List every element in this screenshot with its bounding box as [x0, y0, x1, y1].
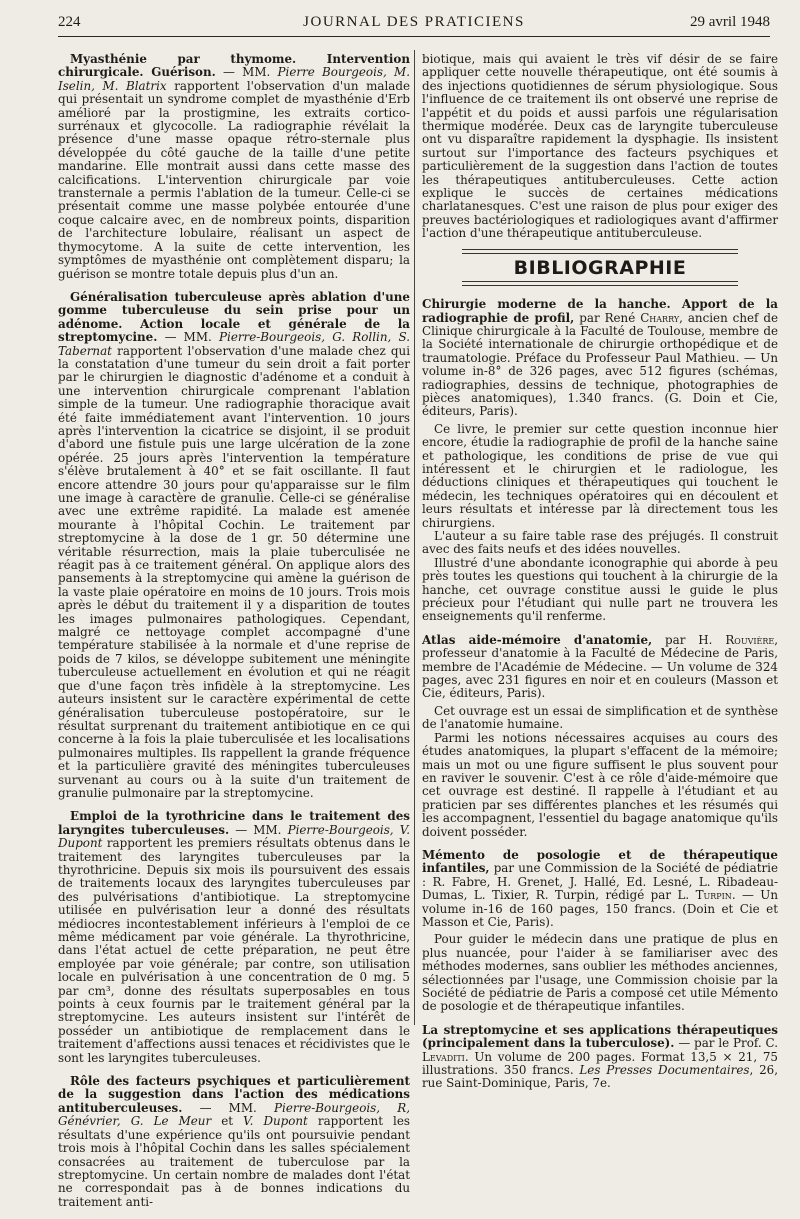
- book-author: Charry: [640, 310, 680, 325]
- article-text: rapportent l'observation d'une malade chez qui la constatation d'une tumeur du sein droit a fait porter par le chirurgien le diagnostic d'adénome et a conduit à une intervention chirurgicale comprenant l'ablation simple de la tumeur. Une radiographie thoracique avait été faite immédiatement avant l'intervention. 10 jours après l'intervention la cicatrice se disjoint, il se produit d'abord une fistule puis une large ulcération de la zone opérée. 25 jours après l'intervention la température s'élève brutalement à 40° et se fait oscillante. Il faut encore attendre 30 jours pour qu'apparaisse sur le film une image à caractère de granulie. Celle-ci se généralise avec une extrême rapidité. La malade est amenée mourante à l'hôpital Cochin. Le traitement par streptomycine à la dose de 1 gr. 50 détermine une véritable résurrection, mais la plaie tuberculisée ne réagit pas à ce traitement général. On applique alors des pansements à la streptomycine qui amène la guérison de la vaste plaie opératoire en moins de 10 jours. Trois mois après le début du traitement il y a disparition de toutes les images pulmonaires pathologiques. Cependant, malgré ce nettoyage complet accompagné d'une température stabilisée à la normale et d'une reprise de poids de 7 kilos, se développe subitement une méningite tuberculeuse actuellement en évolution et qui ne réagit que d'une façon très infidèle à la streptomycine. Les auteurs insistent sur le caractère expérimental de cette généralisation tuberculeuse postopératoire, sur le résultat surprenant du traitement antibiotique en ce qui concerne à la fois la plaie tuberculisée et les localisations pulmonaires multiples. Ils rappellent la grande fréquence et la particulière gravité des méningites tuberculeuses survenant au cours ou à la suite d'un traitement de granulie pulmonaire par la streptomycine.: [58, 343, 410, 800]
- bibliographie-heading: BIBLIOGRAPHIE: [513, 256, 687, 279]
- article-title: Emploi de la tyrothricine dans le traitement des laryngites tuberculeuses.: [58, 809, 410, 837]
- article-tyrothricine: Emploi de la tyrothricine dans le traitement des laryngites tuberculeuses. — MM. Pierre-Bourgeois, V. Dupont rapportent les premiers résultats obtenus dans le traitement des laryngites tuberculeuses par la thyrothricine. Depuis six mois ils poursuivent des essais de traitements locaux des laryngites tuberculeuses par des pulvérisations d'antibiotique. La streptomycine utilisée en pulvérisation leur a donné des résultats médiocres incontestablement inférieurs à l'emploi de ce même médicament par voie générale. La thyrothricine, dans l'état actuel de cette préparation, ne peut être employée par voie générale; par contre, son utilisation locale en pulvérisation à une concentration de 0 mg. 5 par cm³, donne des résultats superposables en tous points à ceux fournis par le traitement général par la streptomycine. Les auteurs insistent sur l'intérêt de posséder un antibiotique de remplacement dans le traitement d'affections aussi tenaces et récidivistes que le sont les laryngites tuberculeuses.: [58, 809, 410, 1065]
- article-facteurs-psychiques: Rôle des facteurs psychiques et particulièrement de la suggestion dans l'action des médications antituberculeuses. — MM. Pierre-Bourgeois, R, Génévrier, G. Le Meur et V. Dupont rapportent les résultats d'une expérience qu'ils ont poursuivie pendant trois mois à l'hôpital Cochin dans les salles spécialement consacrées au traitement de tuberculose par la streptomycine. Un certain nombre de malades dont l'état ne correspondait pas à de bonnes indications du traitement anti-: [58, 1074, 410, 1209]
- book-author: Rouvière: [725, 632, 775, 647]
- book-info: par une Commission de la Société de pédiatrie : R. Fabre, H. Grenet, J. Hallé, Ed. Lesné, L. Ribadeau-Dumas, L. Tixier, R. Turpin, rédigé par L.: [422, 861, 778, 903]
- book-title: Atlas aide-mémoire d'anatomie,: [422, 632, 653, 647]
- article-text: rapportent l'observation d'un malade qui présentait un syndrome complet de myasthénie d'Erb amélioré par la prostigmine, les extraits cortico-surrénaux et glycocolle. La radiographie révélait la présence d'une masse opaque rétro-sternale plus développée du côté gauche de la taille d'une petite mandarine. Elle montrait aussi dans cette masse des calcifications. L'intervention chirurgicale par voie transternale a permis l'ablation de la tumeur. Celle-ci se présentait comme une masse polybée entourée d'une coque calcaire avec, en de nombreux points, disparition de l'architecture lobulaire, réalisant un aspect de thymocytome. A la suite de cette intervention, les symptômes de myasthénie ont complètement disparu; la guérison se montre totale depuis plus d'un an.: [58, 78, 410, 281]
- book-review-atlas-anatomie: Atlas aide-mémoire d'anatomie, par H. Rouvière, professeur d'anatomie à la Faculté de Médecine de Paris, membre de l'Académie de Médecine. — Un volume de 324 pages, avec 231 figures en noir et en couleurs (Masson et Cie, éditeurs, Paris). Cet ouvrage est un essai de simplification et de synthèse de l'anatomie humaine. Parmi les notions nécessaires acquises au cours des études anatomiques, la plupart s'effacent de la mémoire; mais un mot ou une figure suffisent le plus souvent pour en raviver le souvenir. C'est à ce rôle d'aide-mémoire que cet ouvrage est destiné. Il rappelle à l'étudiant et au praticien par ses différentes planches et les résumés qui les accompagnent, l'essentiel du bagage anatomique qu'ils doivent posséder.: [422, 632, 779, 839]
- article-authors: Pierre-Bourgeois, R, Génévrier, G. Le Meur: [58, 1100, 410, 1129]
- article-authors-2: V. Dupont: [243, 1114, 308, 1129]
- running-header: [58, 14, 770, 37]
- book-review-streptomycine: La streptomycine et ses applications thérapeutiques (principalement dans la tuberculose). — par le Prof. C. Levaditi. Un volume de 200 pages. Format 13,5 × 21, 75 illustrations. 350 francs. Les Presses Documentaires, 26, rue Saint-Dominique, Paris, 7e.: [422, 1022, 778, 1091]
- issue-date: 29 avril 1948: [690, 14, 770, 30]
- article-authors: Pierre-Bourgeois, V. Dupont: [58, 822, 410, 851]
- review-paragraph: Pour guider le médecin dans une pratique de plus en plus nuancée, pour l'aider à se familiariser avec des méthodes modernes, sans oublier les méthodes anciennes, sélectionnées par l'usage, une Commission choisie par la Société de pédiatrie de Paris a composé cet utile Mémento de posologie et de thérapeutique infantiles.: [422, 932, 778, 1014]
- journal-title: JOURNAL DES PRATICIENS: [303, 14, 525, 30]
- book-info-2: , 26, rue Saint-Dominique, Paris, 7e.: [422, 1063, 778, 1091]
- article-authors: Pierre Bourgeois, M. Iselin, M. Blatrix: [58, 65, 410, 93]
- section-rule-bottom: [462, 281, 738, 286]
- section-rule-top: [462, 249, 738, 254]
- book-info: , ancien chef de Clinique chirurgicale à la Faculté de Toulouse, membre de la Société internationale de chirurgie orthopédique et de traumatologie. Préface du Professeur Paul Mathieu. — Un volume in-8° de 326 pages, avec 512 figures (schémas, radiographies, dessins de technique, photographies de pièces anatomiques), 1.340 francs. (G. Doin et Cie, éditeurs, Paris).: [422, 310, 778, 419]
- book-info: , professeur d'anatomie à la Faculté de Médecine de Paris, membre de l'Académie de Médecine. — Un volume de 324 pages, avec 231 figures en noir et en couleurs (Masson et Cie, éditeurs, Paris).: [422, 632, 779, 701]
- book-title: Mémento de posologie et de thérapeutique infantiles,: [422, 847, 778, 876]
- article-text: rapportent les résultats d'une expérience qu'ils ont poursuivie pendant trois mois à l'hôpital Cochin dans les salles spécialement consacrées au traitement de tuberculose par la streptomycine. Un certain nombre de malades dont l'état ne correspondait pas à de bonnes indications du traitement anti-: [58, 1114, 410, 1209]
- article-authors: Pierre-Bourgeois, G. Rollin, S. Tabernat: [58, 330, 410, 358]
- book-info-2: . — Un volume in-16 de 160 pages, 150 francs. (Doin et Cie et Masson et Cie, Paris).: [422, 888, 778, 929]
- article-title: Myasthénie par thymome. Intervention chirurgicale. Guérison.: [58, 52, 410, 80]
- review-paragraph: Cet ouvrage est un essai de simplification et de synthèse de l'anatomie humaine.: [422, 703, 778, 732]
- column-divider: [414, 50, 415, 1025]
- review-paragraph: L'auteur a su faire table rase des préjugés. Il construit avec des faits neufs et des idées nouvelles.: [422, 529, 778, 557]
- book-author: Turpin: [695, 888, 732, 903]
- book-title: Chirurgie moderne de la hanche. Apport de la radiographie de profil,: [422, 297, 778, 325]
- right-column: [422, 53, 778, 1101]
- article-title: Généralisation tuberculeuse après ablation d'une gomme tuberculeuse du sein prise pour un adénome. Action locale et générale de la streptomycine.: [58, 289, 410, 345]
- page-number: 224: [58, 14, 81, 30]
- review-paragraph: Illustré d'une abondante iconographie qui aborde à peu près toutes les questions qui touchent à la chirurgie de la hanche, cet ouvrage constitue aussi le guide le plus précieux pour l'étudiant qui nulle part ne trouvera les enseignements qu'il renferme.: [422, 555, 778, 624]
- article-generalisation: Généralisation tuberculeuse après ablation d'une gomme tuberculeuse du sein prise pour un adénome. Action locale et générale de la streptomycine. — MM. Pierre-Bourgeois, G. Rollin, S. Tabernat rapportent l'observation d'une malade chez qui la constatation d'une tumeur du sein droit a fait porter par le chirurgien le diagnostic d'adénome et a conduit à une intervention chirurgicale comprenant l'ablation simple de la tumeur. Une radiographie thoracique avait été faite immédiatement avant l'intervention. 10 jours après l'intervention la cicatrice se disjoint, il se produit d'abord une fistule puis une large ulcération de la zone opérée. 25 jours après l'intervention la température s'élève brutalement à 40° et se fait oscillante. Il faut encore attendre 30 jours pour qu'apparaisse sur le film une image à caractère de granulie. Celle-ci se généralise avec une extrême rapidité. La malade est amenée mourante à l'hôpital Cochin. Le traitement par streptomycine à la dose de 1 gr. 50 détermine une véritable résurrection, mais la plaie tuberculisée ne réagit pas à ce traitement général. On applique alors des pansements à la streptomycine qui amène la guérison de la vaste plaie opératoire en moins de 10 jours. Trois mois après le début du traitement il y a disparition de toutes les images pulmonaires pathologiques. Cependant, malgré ce nettoyage complet accompagné d'une température stabilisée à la normale et d'une reprise de poids de 7 kilos, se développe subitement une méningite tuberculeuse actuellement en évolution et qui ne réagit que d'une façon très infidèle à la streptomycine. Les auteurs insistent sur le caractère expérimental de cette généralisation tuberculeuse postopératoire, sur le résultat surprenant du traitement antibiotique en ce qui concerne à la fois la plaie tuberculisée et les localisations pulmonaires multiples. Ils rappellent la grande fréquence et la particulière gravité des méningites tuberculeuses survenant au cours ou à la suite d'un traitement de granulie pulmonaire par la streptomycine.: [58, 289, 410, 800]
- book-review-memento-posologie: [422, 849, 778, 1014]
- book-title: La streptomycine et ses applications thérapeutiques (principalement dans la tuberculose).: [422, 1022, 778, 1051]
- book-review-chirurgie-hanche: Chirurgie moderne de la hanche. Apport de la radiographie de profil, par René Charry, ancien chef de Clinique chirurgicale à la Faculté de Toulouse, membre de la Société internationale de chirurgie orthopédique et de traumatologie. Préface du Professeur Paul Mathieu. — Un volume in-8° de 326 pages, avec 512 figures (schémas, radiographies, dessins de technique, photographies de pièces anatomiques), 1.340 francs. (G. Doin et Cie, éditeurs, Paris). Ce livre, le premier sur cette question inconnue hier encore, étudie la radiographie de profil de la hanche saine et pathologique, les conditions de prise de vue qui intéressent et le chirurgien et le radiologue, les déductions cliniques et thérapeutiques qui touchent le médecin, les techniques opératoires qui en découlent et leurs résultats et intéresse par là directement tous les chirurgiens. L'auteur a su faire table rase des préjugés. Il construit avec des faits neufs et des idées nouvelles. Illustré d'une abondante iconographie qui aborde à peu près toutes les questions qui touchent à la chirurgie de la hanche, cet ouvrage constitue aussi le guide le plus précieux pour l'étudiant qui nulle part ne trouvera les enseignements qu'il renferme.: [422, 297, 778, 624]
- review-paragraph: Parmi les notions nécessaires acquises au cours des études anatomiques, la plupart s'effacent de la mémoire; mais un mot ou une figure suffisent le plus souvent pour en raviver le souvenir. C'est à ce rôle d'aide-mémoire que cet ouvrage est destiné. Il rappelle à l'étudiant et au praticien par ses différentes planches et les résumés qui les accompagnent, l'essentiel du bagage anatomique qu'ils doivent posséder.: [422, 730, 778, 839]
- article-myasthenie: Myasthénie par thymome. Intervention chirurgicale. Guérison. — MM. Pierre Bourgeois, M. Iselin, M. Blatrix rapportent l'observation d'un malade qui présentait un syndrome complet de myasthénie d'Erb amélioré par la prostigmine, les extraits cortico-surrénaux et glycocolle. La radiographie révélait la présence d'une masse opaque rétro-sternale plus développée du côté gauche de la taille d'une petite mandarine. Elle montrait aussi dans cette masse des calcifications. L'intervention chirurgicale par voie transternale a permis l'ablation de la tumeur. Celle-ci se présentait comme une masse polybée entourée d'une coque calcaire avec, en de nombreux points, disparition de l'architecture lobulaire, réalisant un aspect de thymocytome. A la suite de cette intervention, les symptômes de myasthénie ont complètement disparu; la guérison se montre totale depuis plus d'un an.: [58, 52, 410, 281]
- article-text: rapportent les premiers résultats obtenus dans le traitement des laryngites tuberculeuses par la thyrothricine. Depuis six mois ils poursuivent des essais de traitements locaux des laryngites tuberculeuses par des pulvérisations d'antibiotique. La streptomycine utilisée en pulvérisation leur a donné des résultats médiocres incontestablement inférieurs à l'emploi de ce même médicament par voie générale. La thyrothricine, dans l'état actuel de cette préparation, ne peut être employée par voie générale; par contre, son utilisation locale en pulvérisation à une concentration de 0 mg. 5 par cm³, donne des résultats superposables en tous points à ceux fournis par le traitement général par la streptomycine. Les auteurs insistent sur l'intérêt de posséder un antibiotique de remplacement dans le traitement d'affections aussi tenaces et récidivistes que le sont les laryngites tuberculeuses.: [58, 836, 410, 1065]
- book-author: Levaditi: [422, 1049, 465, 1064]
- book-publisher: Les Presses Documentaires: [579, 1063, 750, 1078]
- review-paragraph: Ce livre, le premier sur cette question inconnue hier encore, étudie la radiographie de profil de la hanche saine et pathologique, les conditions de prise de vue qui intéressent et le chirurgien et le radiologue, les déductions cliniques et thérapeutiques qui touchent le médecin, les techniques opératoires qui en découlent et leurs résultats et intéresse par là directement tous les chirurgiens.: [422, 421, 778, 530]
- left-column: [58, 53, 410, 1219]
- article-title: Rôle des facteurs psychiques et particulièrement de la suggestion dans l'action des médications antituberculeuses.: [58, 1074, 410, 1115]
- article-continuation: biotique, mais qui avaient le très vif désir de se faire appliquer cette nouvelle thérapeutique, ont été soumis à des injections quotidiennes de sérum physiologique. Sous l'influence de ce traitement ils ont observé une reprise de l'appétit et du poids et aussi parfois une régularisation thermique modérée. Deux cas de laryngite tuberculeuse ont vu disparaître rapidement la dysphagie. Ils insistent surtout sur l'importance des facteurs psychiques et particulièrement de la suggestion dans l'action de toutes les thérapeutiques antituberculeuses. Cette action explique le succès de certaines médications charlatanesques. C'est une raison de plus pour exiger des preuves bactériologiques et radiologiques avant d'affirmer l'action d'une thérapeutique antituberculeuse.: [422, 52, 778, 241]
- book-info: . Un volume de 200 pages. Format 13,5 × 21, 75 illustrations. 350 francs.: [422, 1049, 778, 1078]
